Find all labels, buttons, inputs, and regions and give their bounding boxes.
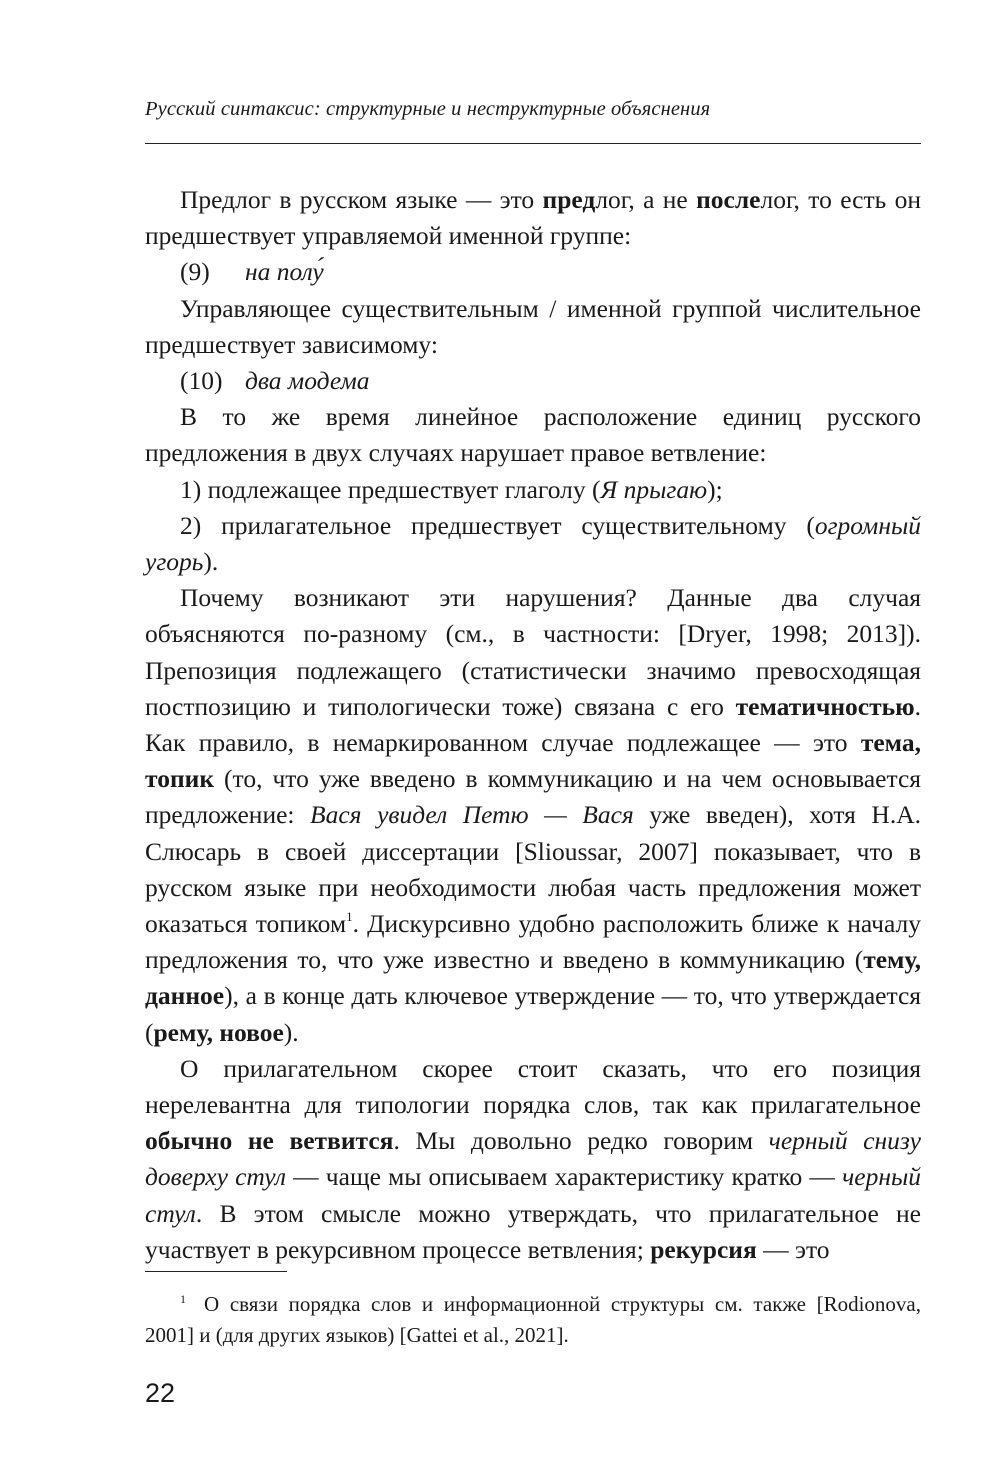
text-run: — это — [756, 1234, 830, 1264]
example-number: (9) — [180, 257, 210, 287]
example-text: два модема — [245, 366, 370, 396]
italic-example: черный стул — [145, 1162, 921, 1228]
bold-term: пред — [542, 185, 596, 214]
text-run: . Как правило, в немаркированном случае подлежащее — это — [145, 691, 921, 758]
footnote — [145, 1289, 921, 1350]
text-run: ). — [283, 1017, 299, 1047]
footnote-1 — [145, 1289, 921, 1350]
text-run: . Мы довольно редко говорим — [393, 1126, 769, 1156]
list-item-2 — [145, 508, 921, 580]
text-run: ); — [707, 474, 723, 504]
text-run: 2) прилагательное предшествует существительному ( — [180, 510, 815, 540]
bold-term: после — [696, 185, 761, 214]
text-run: . Дискурсивно удобно расположить ближе к началу предложения то, что уже известно и введено в коммуникацию ( — [145, 909, 922, 975]
text-run: ), а в конце дать ключевое утверждение — то, что утверждается ( — [145, 981, 921, 1047]
example-10 — [145, 363, 921, 399]
text-run: — чаще мы описываем характеристику кратко — — [285, 1162, 843, 1192]
paragraph-preposition — [145, 182, 921, 254]
text-run: О прилагательном скорее стоит сказать, что его позиция нерелевантна для типологии порядка слов, так как прилагательное — [145, 1053, 921, 1120]
text-run: уже введен), хотя Н.А. Слюсарь в своей диссертации [Slioussar, 2007] показывает, что в русском языке при необходимости любая часть предложения может оказаться топиком — [145, 800, 921, 939]
example-9 — [145, 254, 921, 290]
text-run: ). — [203, 547, 219, 577]
text-run: 1) подлежащее предшествует глаголу ( — [180, 474, 601, 504]
footnote-mark: 1 — [180, 1292, 186, 1306]
paragraph-adjective — [145, 1051, 921, 1268]
italic-example: Вася увидел Петю — Вася — [310, 800, 634, 830]
footnote-divider — [145, 1271, 287, 1272]
paragraph-linear-order: В то же время линейное расположение единиц русского предложения в двух случаях нарушает правое ветвление: — [145, 402, 921, 468]
text-run: лог, то есть он предшествует управляемой именной группе: — [145, 185, 922, 251]
text-run: лог, а не — [595, 185, 697, 214]
text-run: Почему возникают эти нарушения? Данные два случая объясняются по-разному (см., в частности: [Dryer, 1998; 2013]). Препозиция подлежащего (статистически значимо превосходящая постпозицию и типологически тоже) связана с его — [145, 583, 921, 721]
footnote-ref[interactable]: 1 — [346, 909, 353, 925]
bold-term: тематичностью — [735, 691, 915, 721]
text-run: . В этом смысле можно утверждать, что прилагательное не участвует в рекурсивном процессе ветвления; — [145, 1198, 921, 1264]
paragraph-violations — [145, 580, 921, 1051]
example-number: (10) — [180, 366, 223, 396]
italic-example: Я прыгаю — [600, 474, 708, 504]
list-item-1 — [145, 472, 921, 508]
header-divider — [145, 143, 921, 144]
example-text: на полу́ — [245, 257, 324, 287]
page-number: 22 — [145, 1378, 176, 1408]
text-run: Предлог в русском языке — это — [180, 185, 543, 214]
bold-term: рему, новое — [153, 1017, 284, 1047]
italic-example: черный снизу доверху стул — [145, 1126, 921, 1192]
paragraph-numeral: Управляющее существительным / именной группой числительное предшествует зависимому: — [145, 293, 921, 359]
footnote-text: О связи порядка слов и информационной структуры см. также [Rodionova, 2001] и (для других языков) [Gattei et al., 2021]. — [145, 1292, 921, 1347]
italic-example: огромный угорь — [145, 510, 921, 577]
bold-term: тема, топик — [145, 728, 921, 794]
bold-term: рекурсия — [650, 1234, 757, 1264]
running-head: Русский синтаксис: структурные и неструктурные объяснения — [145, 98, 711, 120]
page-body — [145, 182, 921, 1268]
text-run: (то, что уже введено в коммуникацию и на чем основывается предложение: — [145, 764, 921, 830]
bold-term: обычно не ветвится — [145, 1126, 394, 1156]
bold-term: тему, данное — [145, 945, 921, 1011]
